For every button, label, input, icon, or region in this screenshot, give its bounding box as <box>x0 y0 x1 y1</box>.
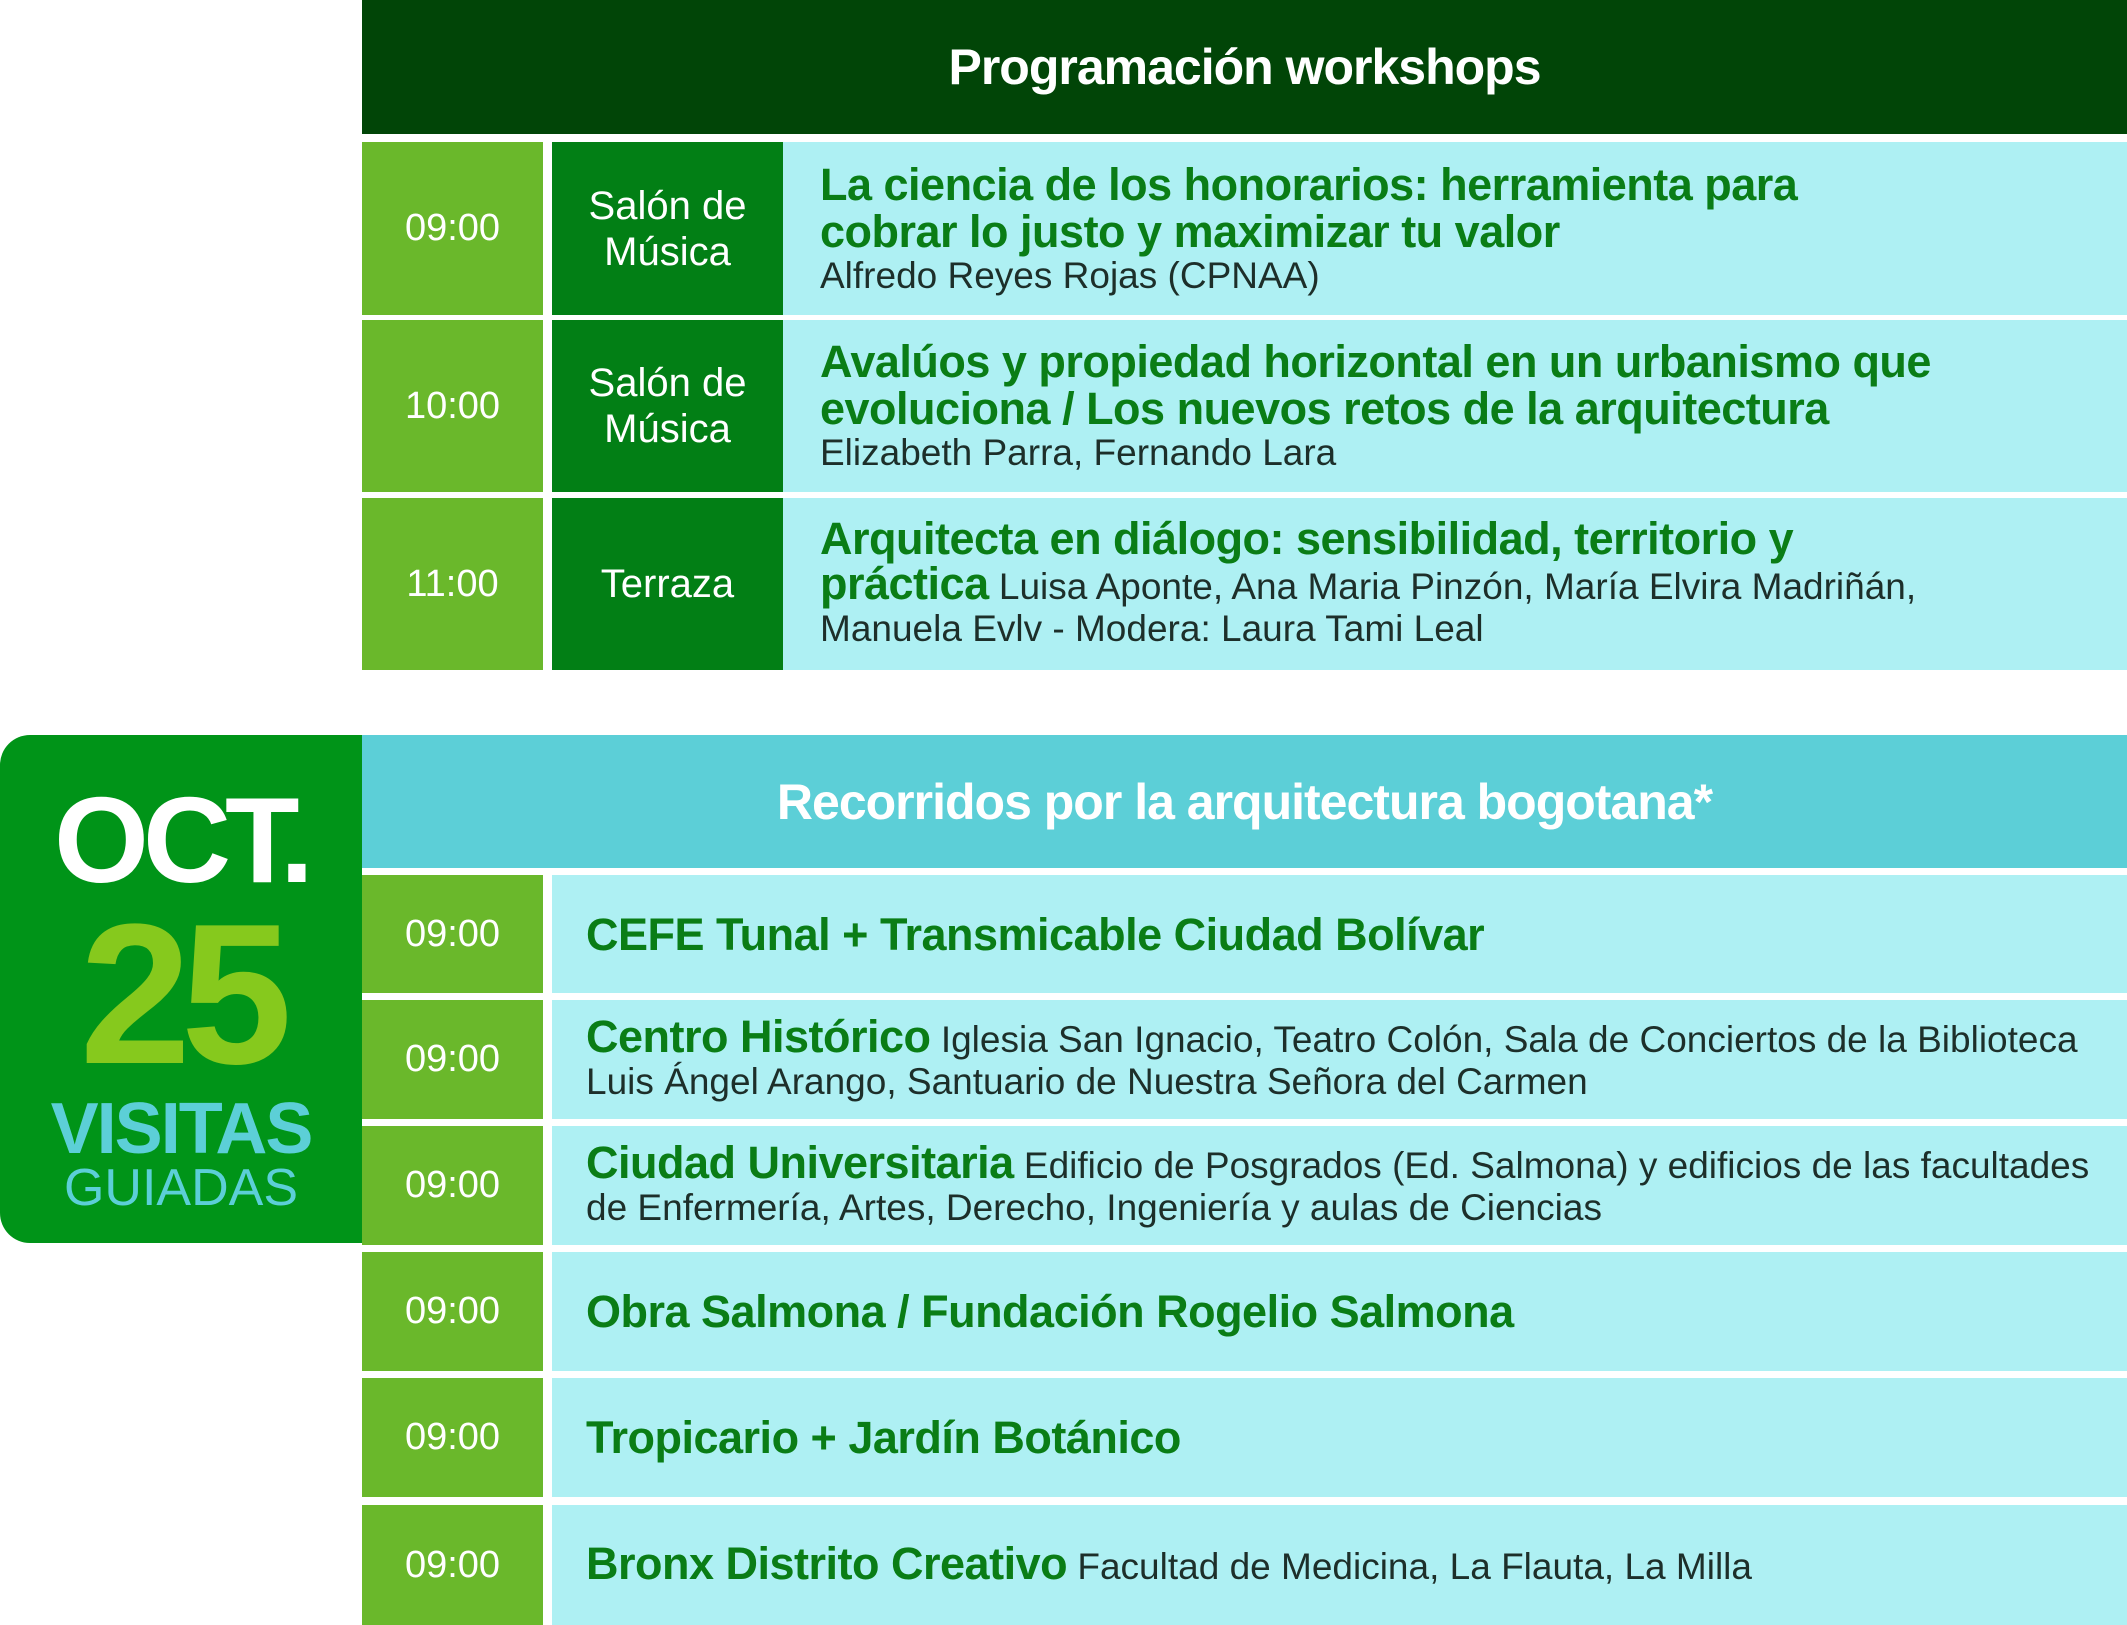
tour-time: 09:00 <box>362 1252 543 1371</box>
badge-title: VISITAS <box>50 1089 312 1169</box>
workshop-title: La ciencia de los honorarios: herramienta para cobrar lo justo y maximizar tu valor <box>820 158 1798 257</box>
workshop-place: Terraza <box>552 498 783 670</box>
tour-description <box>552 1000 2127 1119</box>
tour-detail: Facultad de Medicina, La Flauta, La Milla <box>1077 1545 1752 1587</box>
tour-time: 09:00 <box>362 1505 543 1625</box>
workshop-time: 10:00 <box>362 320 543 492</box>
tour-title: Bronx Distrito Creativo <box>586 1537 1068 1589</box>
workshop-title: Avalúos y propiedad horizontal en un urbanismo que evoluciona / Los nuevos retos de la arquitectura <box>820 336 1931 434</box>
tour-time: 09:00 <box>362 875 543 993</box>
tour-title: Ciudad Universitaria <box>586 1137 1014 1188</box>
workshop-speakers: Luisa Aponte, Ana Maria Pinzón, María Elvira Madriñán, Manuela Evlv - Modera: Laura Tami Leal <box>820 566 1917 649</box>
workshop-place: Salón de Música <box>552 142 783 315</box>
workshop-description <box>783 142 2127 315</box>
tour-description <box>552 875 2127 993</box>
workshop-time: 09:00 <box>362 142 543 315</box>
tour-detail: Iglesia San Ignacio, Teatro Colón, Sala de Conciertos de la Biblioteca Luis Ángel Arango, Santuario de Nuestra Señora del Carmen <box>586 1019 2078 1102</box>
tour-time: 09:00 <box>362 1126 543 1245</box>
workshop-speakers: Elizabeth Parra, Fernando Lara <box>820 432 1337 473</box>
tour-title: Tropicario + Jardín Botánico <box>586 1412 1181 1463</box>
tour-time: 09:00 <box>362 1378 543 1497</box>
tours-header: Recorridos por la arquitectura bogotana* <box>362 735 2127 868</box>
workshop-time: 11:00 <box>362 498 543 670</box>
badge-month: OCT. <box>54 772 308 908</box>
tour-title: Obra Salmona / Fundación Rogelio Salmona <box>586 1286 1514 1337</box>
badge-day: 25 <box>79 883 283 1106</box>
tour-description <box>552 1378 2127 1497</box>
badge-subtitle: GUIADAS <box>63 1159 299 1217</box>
workshop-description <box>783 498 2127 670</box>
tour-title: CEFE Tunal + Transmicable Ciudad Bolívar <box>586 908 1485 960</box>
tour-time: 09:00 <box>362 1000 543 1119</box>
tour-description <box>552 1505 2127 1625</box>
tour-title: Centro Histórico <box>586 1011 931 1062</box>
workshop-place: Salón de Música <box>552 320 783 492</box>
tour-detail: Edificio de Posgrados (Ed. Salmona) y edificios de las facultades de Enfermería, Artes, Derecho, Ingeniería y aulas de Ciencias <box>586 1145 2090 1228</box>
workshops-header: Programación workshops <box>362 0 2127 134</box>
workshop-description <box>783 320 2127 492</box>
workshop-speakers: Alfredo Reyes Rojas (CPNAA) <box>820 254 1320 296</box>
tour-description <box>552 1252 2127 1371</box>
tour-description <box>552 1126 2127 1245</box>
workshop-title: Arquitecta en diálogo: sensibilidad, territorio y práctica <box>820 513 1794 609</box>
